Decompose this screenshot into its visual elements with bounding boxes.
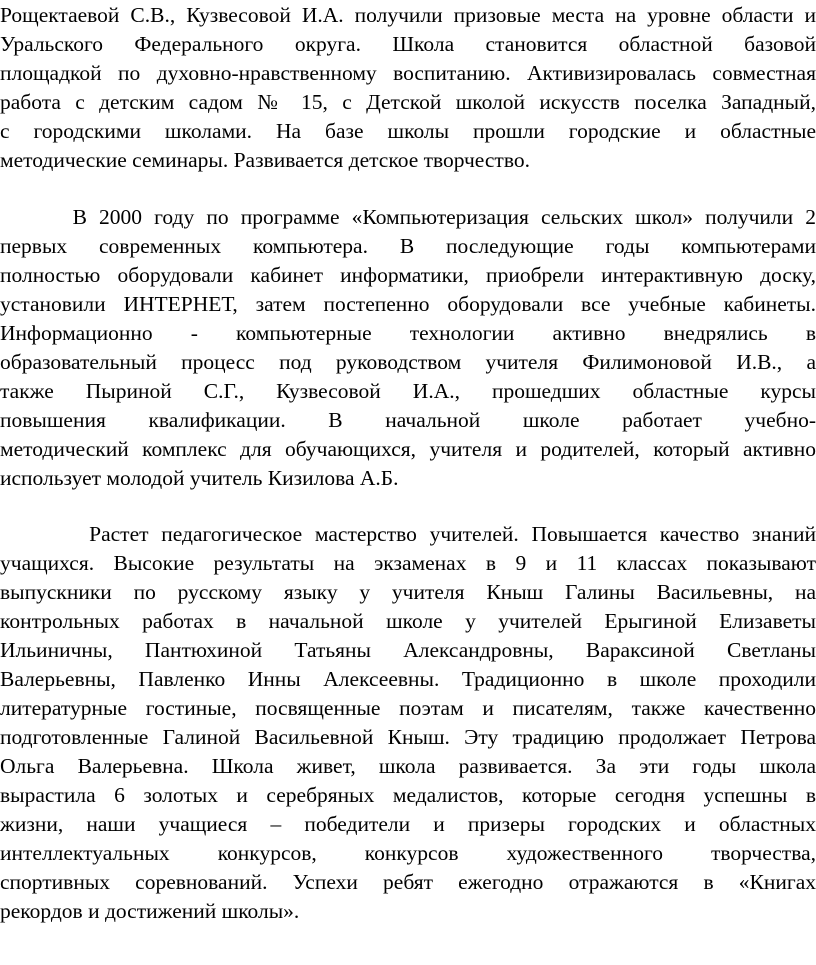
text-line: подготовленные Галиной Васильевной Кныш. Эту традицию продолжает Петрова <box>0 725 816 749</box>
text-line: методический комплекс для обучающихся, учителя и родителей, который активно <box>0 437 816 461</box>
text-line: Растет педагогическое мастерство учителей. Повышается качество знаний <box>0 522 816 546</box>
text-line: первых современных компьютера. В последующие годы компьютерами <box>0 234 816 258</box>
text-line: повышения квалификации. В начальной школе работает учебно- <box>0 408 816 432</box>
paragraph-computerization <box>0 203 816 493</box>
text-line: методические семинары. Развивается детское творчество. <box>0 148 530 172</box>
paragraph-awards <box>0 1 816 175</box>
text-line: рекордов и достижений школы». <box>0 899 300 923</box>
text-line: Рощектаевой С.В., Кузвесовой И.А. получили призовые места на уровне области и <box>0 3 816 27</box>
text-line: контрольных работах в начальной школе у учителей Ерыгиной Елизаветы <box>0 609 816 633</box>
text-line: Валерьевны, Павленко Инны Алексеевны. Традиционно в школе проходили <box>0 667 816 691</box>
text-line: использует молодой учитель Кизилова А.Б. <box>0 466 399 490</box>
text-line: Информационно - компьютерные технологии активно внедрялись в <box>0 321 816 345</box>
text-line: работа с детским садом № 15, с Детской школой искусств поселка Западный, <box>0 90 816 114</box>
text-line: установили ИНТЕРНЕТ, затем постепенно оборудовали все учебные кабинеты. <box>0 292 816 316</box>
text-line: также Пыриной С.Г., Кузвесовой И.А., прошедших областные курсы <box>0 379 816 403</box>
text-line: учащихся. Высокие результаты на экзаменах в 9 и 11 классах показывают <box>0 551 816 575</box>
text-line: площадкой по духовно-нравственному воспитанию. Активизировалась совместная <box>0 61 816 85</box>
text-line: Уральского Федерального округа. Школа становится областной базовой <box>0 32 816 56</box>
text-line: выпускники по русскому языку у учителя Кныш Галины Васильевны, на <box>0 580 816 604</box>
text-line: образовательный процесс под руководством учителя Филимоновой И.В., а <box>0 350 816 374</box>
text-line: интеллектуальных конкурсов, конкурсов художественного творчества, <box>0 841 816 865</box>
text-line: Ильиничны, Пантюхиной Татьяны Александровны, Вараксиной Светланы <box>0 638 816 662</box>
text-line: с городскими школами. На базе школы прошли городские и областные <box>0 119 816 143</box>
text-line: спортивных соревнований. Успехи ребят ежегодно отражаются в «Книгах <box>0 870 816 894</box>
text-line: полностью оборудовали кабинет информатики, приобрели интерактивную доску, <box>0 263 816 287</box>
text-line: В 2000 году по программе «Компьютеризация сельских школ» получили 2 <box>0 205 816 229</box>
text-line: литературные гостиные, посвященные поэтам и писателям, также качественно <box>0 696 816 720</box>
text-line: вырастила 6 золотых и серебряных медалистов, которые сегодня успешны в <box>0 783 816 807</box>
paragraph-teaching-quality <box>0 520 816 926</box>
text-line: Ольга Валерьевна. Школа живет, школа развивается. За эти годы школа <box>0 754 816 778</box>
text-line: жизни, наши учащиеся – победители и призеры городских и областных <box>0 812 816 836</box>
